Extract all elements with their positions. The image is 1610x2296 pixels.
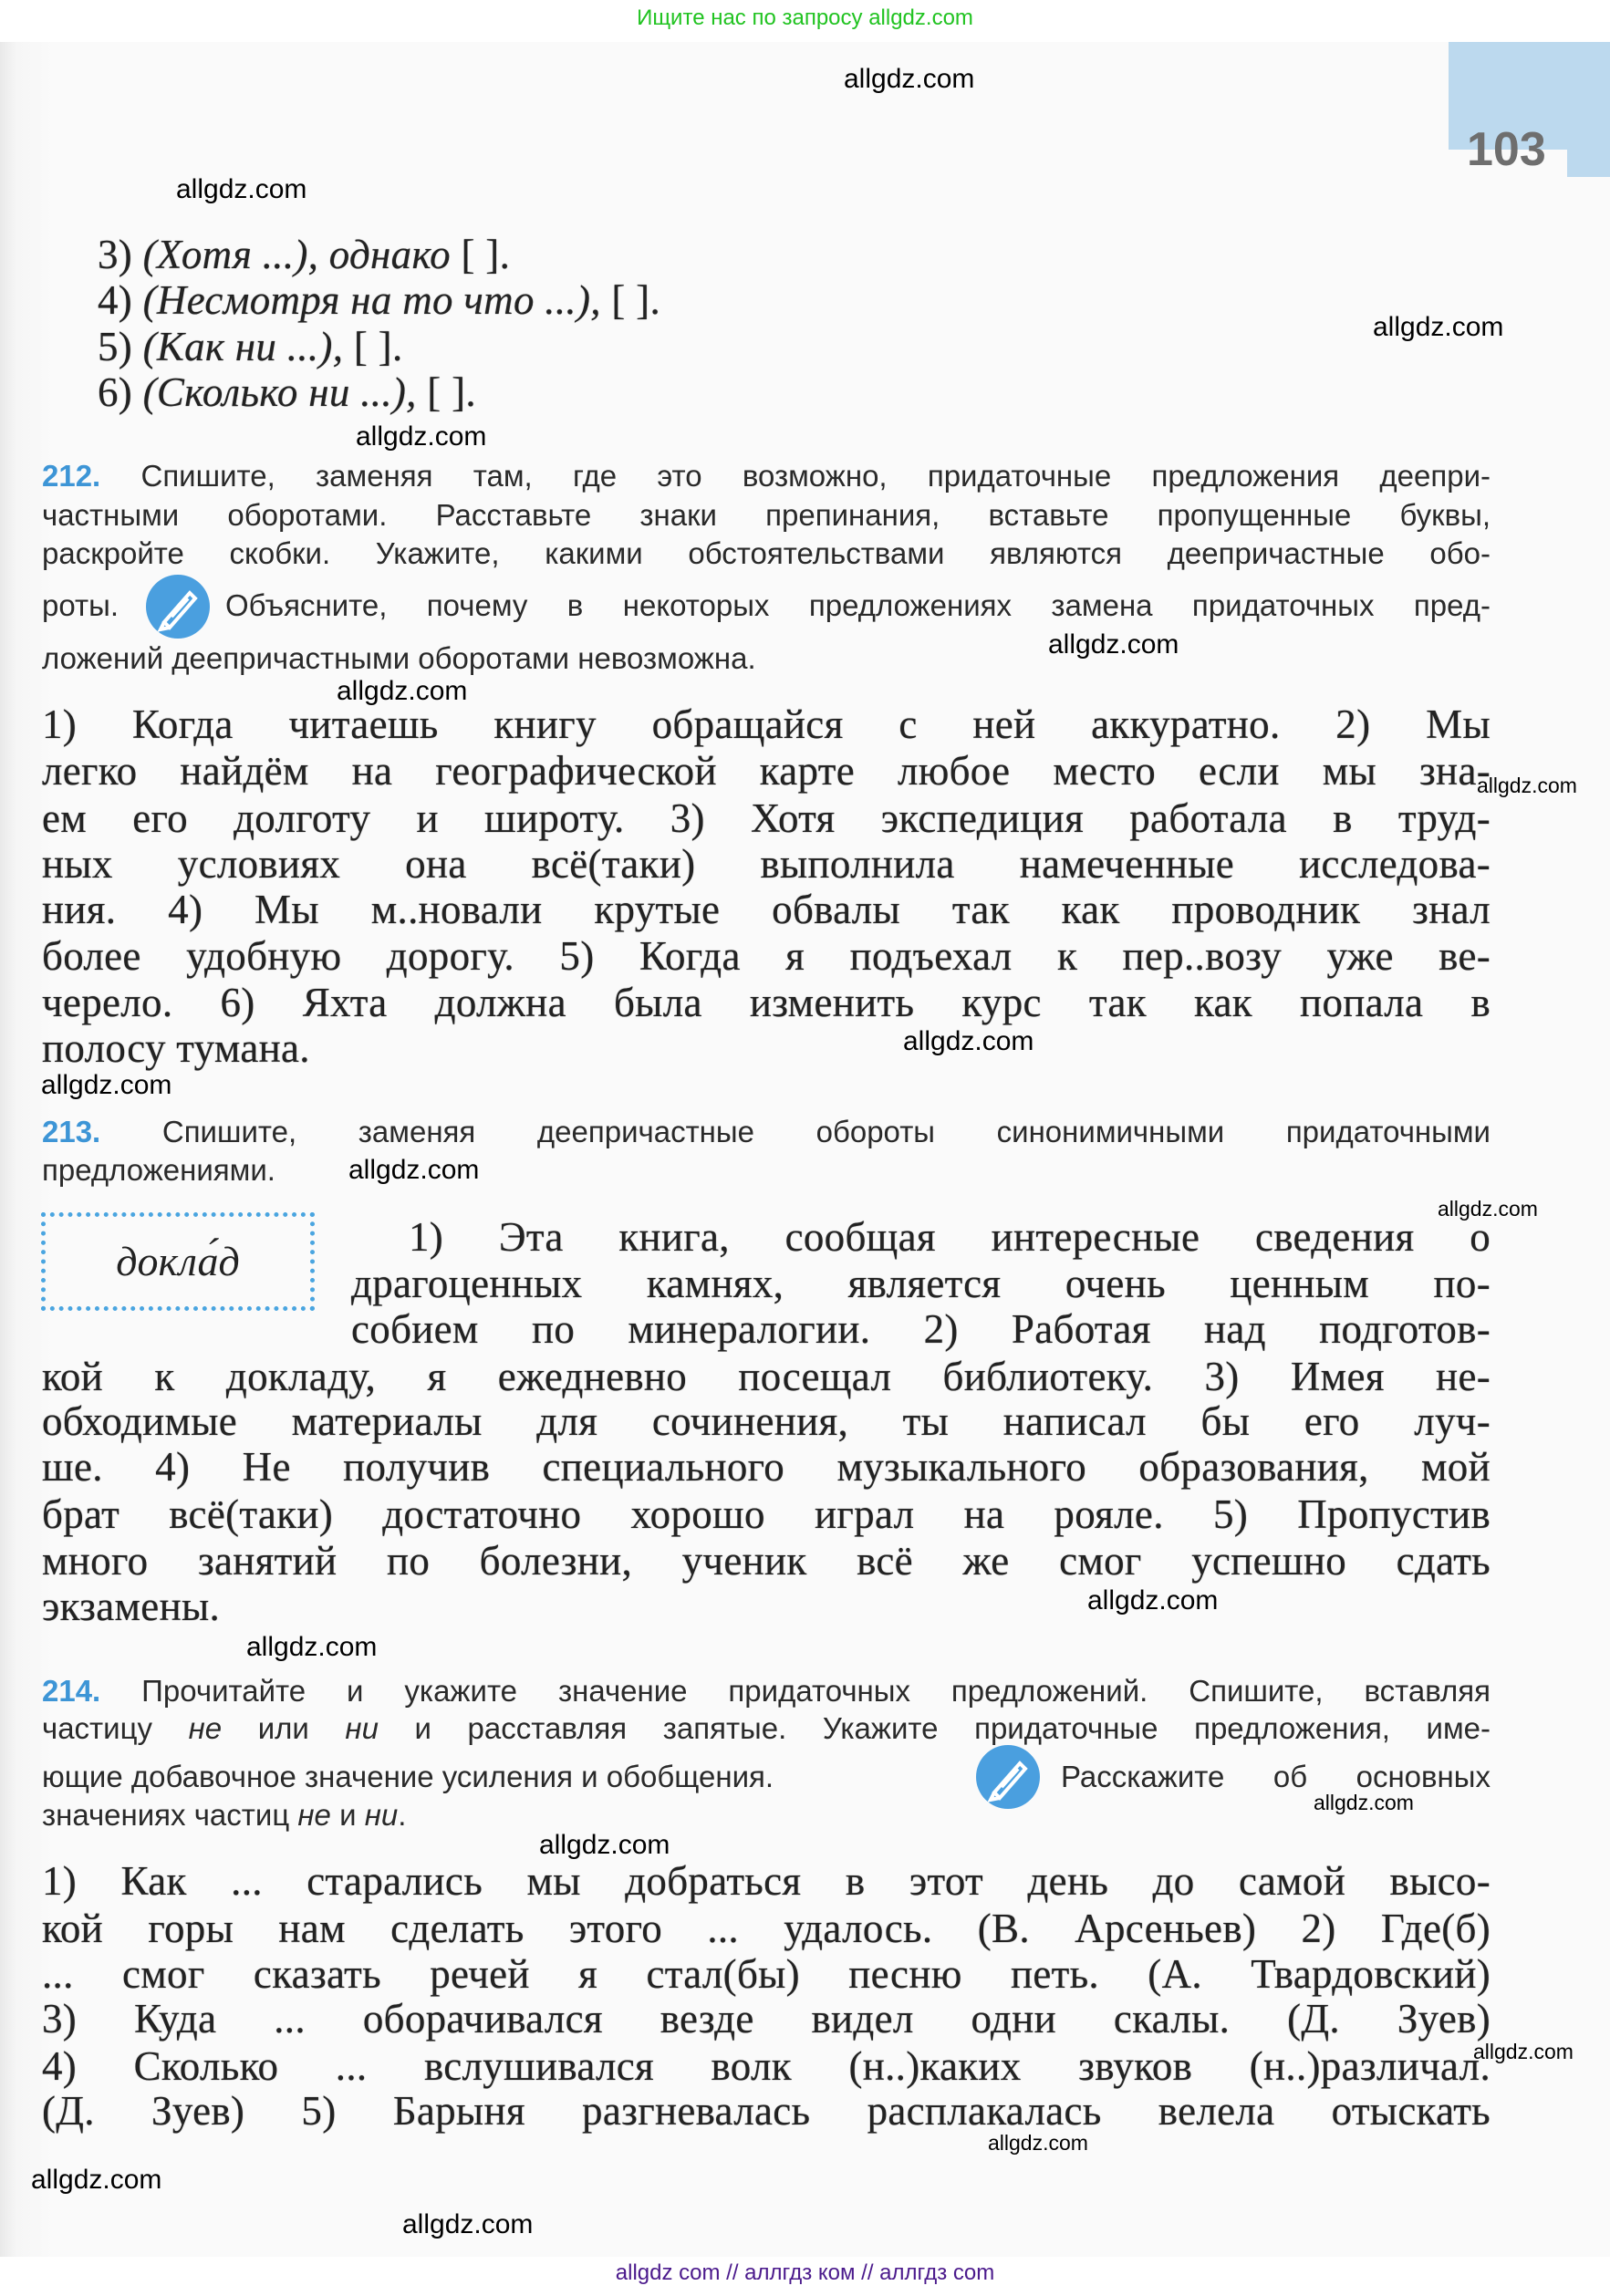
watermark-link[interactable]: allgdz.com xyxy=(988,2131,1088,2155)
watermark-link[interactable]: allgdz.com xyxy=(1048,629,1179,660)
task-line xyxy=(42,1114,1491,1150)
text-segment: и xyxy=(330,1798,365,1832)
page-corner-tab xyxy=(1567,150,1610,177)
exercise-number: 214. xyxy=(42,1674,101,1708)
task-text xyxy=(141,1674,1491,1708)
task-text: Спишите, заменяя деепричастные обороты синонимичными придаточными xyxy=(161,1115,1491,1148)
exercise-text-line: много занятий по болезни, ученик всё же смог успешно сдать xyxy=(42,1538,1491,1584)
text-segment: 4) xyxy=(98,277,143,323)
vocabulary-word: докла́д xyxy=(116,1238,240,1284)
task-line xyxy=(42,1710,1491,1747)
watermark-link[interactable]: allgdz.com xyxy=(1473,2040,1574,2063)
text-segment: 5) xyxy=(98,324,143,369)
task-line: роты. xyxy=(42,588,119,622)
italic-text: (Сколько ни ...), xyxy=(142,369,417,415)
task-line: частными оборотами. Расставьте знаки препинания, вставьте пропущенные буквы, xyxy=(42,498,1491,532)
search-banner[interactable]: Ищите нас по запросу allgdz.com xyxy=(637,5,973,30)
watermark-link[interactable]: allgdz.com xyxy=(31,2165,162,2195)
task-line: ложений деепричастными оборотами невозможна. xyxy=(42,641,756,675)
text-segment: или xyxy=(222,1711,346,1745)
footer-links[interactable]: allgdz com // аллгдз ком // аллгдз com xyxy=(615,2260,995,2285)
watermark-link[interactable]: allgdz.com xyxy=(356,421,487,452)
exercise-number: 212. xyxy=(42,459,101,493)
page-number: 103 xyxy=(1467,123,1546,176)
task-line xyxy=(42,1797,1491,1834)
exercise-text-line: черело. 6) Яхта должна была изменить курс так как попала в xyxy=(42,980,1491,1025)
watermark-link[interactable]: allgdz.com xyxy=(348,1155,480,1185)
italic-text: не xyxy=(188,1711,223,1745)
scheme-line xyxy=(98,323,1546,370)
watermark-link[interactable]: allgdz.com xyxy=(176,174,307,204)
exercise-text-line: 3) Куда ... оборачивался везде видел одни скалы. (Д. Зуев) xyxy=(42,1996,1491,2041)
exercise-text-line: брат всё(таки) достаточно хорошо играл на рояле. 5) Пропустив xyxy=(42,1491,1491,1537)
task-text: Спишите, заменяя там, где это возможно, придаточные предложения деепри- xyxy=(140,459,1491,493)
watermark-link[interactable]: allgdz.com xyxy=(1373,312,1504,342)
exercise-text-line: ных условиях она всё(таки) выполнила намеченные исследова- xyxy=(42,841,1491,887)
watermark-link[interactable]: allgdz.com xyxy=(1438,1197,1538,1221)
exercise-text-line: собием по минералогии. 2) Работая над подготов- xyxy=(351,1306,1491,1352)
exercise-text-line: более удобную дорогу. 5) Когда я подъехал к пер..возу уже ве- xyxy=(42,933,1491,979)
text-segment: [ ]. xyxy=(343,324,403,369)
text-segment: [ ]. xyxy=(600,277,661,323)
watermark-link[interactable]: allgdz.com xyxy=(1087,1585,1219,1616)
text-segment: 6) xyxy=(98,369,143,415)
watermark-link[interactable]: allgdz.com xyxy=(41,1070,172,1100)
text-segment: частицу xyxy=(42,1711,189,1745)
text-segment: . xyxy=(398,1798,407,1832)
scheme-line xyxy=(98,369,1546,416)
pencil-icon xyxy=(146,575,210,639)
exercise-text-line: ния. 4) Мы м..новали крутые обвалы так как проводник знал xyxy=(42,887,1491,932)
exercise-text-line: кой к докладу, я ежедневно посещал библиотеку. 3) Имея не- xyxy=(42,1354,1491,1399)
task-line: предложениями. xyxy=(42,1153,275,1187)
exercise-text-line: 1) Как ... старались мы добраться в этот день до самой высо- xyxy=(42,1858,1491,1904)
task-line: раскройте скобки. Укажите, какими обстоятельствами являются деепричастные обо- xyxy=(42,536,1491,570)
text-segment: Прочитайте и укажите значение придаточных предложений. Спишите, вставляя xyxy=(141,1674,1491,1708)
watermark-link[interactable]: allgdz.com xyxy=(1314,1791,1414,1814)
task-line: Объясните, почему в некоторых предложениях замена придаточных пред- xyxy=(225,588,1491,622)
scheme-line xyxy=(98,276,1546,324)
text-segment: Расскажите об основных xyxy=(1061,1760,1491,1793)
italic-text: не xyxy=(297,1798,331,1832)
watermark-link[interactable]: allgdz.com xyxy=(903,1026,1034,1056)
watermark-link[interactable]: allgdz.com xyxy=(337,676,468,706)
italic-text: (Хотя ...), однако xyxy=(142,232,451,277)
exercise-text-line: обходимые материалы для сочинения, ты написал бы его луч- xyxy=(42,1398,1491,1444)
exercise-text-line: легко найдём на географической карте любое место если мы зна- xyxy=(42,748,1491,794)
exercise-text-line: экзамены. xyxy=(42,1584,221,1629)
italic-text: ни xyxy=(364,1798,399,1832)
text-segment: значениях частиц xyxy=(42,1798,298,1832)
exercise-text-line: кой горы нам сделать этого ... удалось. (В. Арсеньев) 2) Где(б) xyxy=(42,1906,1491,1951)
watermark-link[interactable]: allgdz.com xyxy=(844,64,975,94)
scheme-line xyxy=(98,231,1546,278)
watermark-link[interactable]: allgdz.com xyxy=(246,1632,378,1662)
task-line xyxy=(1061,1759,1491,1795)
text-segment: [ ]. xyxy=(416,369,476,415)
text-segment: 3) xyxy=(98,232,143,277)
exercise-number: 213. xyxy=(42,1115,101,1148)
exercise-text-line: (Д. Зуев) 5) Барыня разгневалась расплакалась велела отыскать xyxy=(42,2088,1491,2134)
text-segment: и расставляя запятые. Укажите придаточные предложения, име- xyxy=(378,1711,1491,1745)
italic-text: (Несмотря на то что ...), xyxy=(142,277,601,323)
exercise-text-line: драгоценных камнях, является очень ценным по- xyxy=(351,1261,1491,1306)
watermark-link[interactable]: allgdz.com xyxy=(402,2209,534,2239)
exercise-text-line: ... смог сказать речей я стал(бы) песню петь. (А. Твардовский) xyxy=(42,1951,1491,1997)
task-line xyxy=(42,458,1491,494)
italic-text: ни xyxy=(345,1711,379,1745)
exercise-text-line: ем его долготу и широту. 3) Хотя экспедиция работала в труд- xyxy=(42,795,1491,841)
exercise-text-line: 4) Сколько ... вслушивался волк (н..)каких звуков (н..)различал. xyxy=(42,2043,1491,2089)
task-line xyxy=(42,1759,972,1795)
vocabulary-box xyxy=(41,1212,315,1311)
text-segment: ющие добавочное значение усиления и обобщения. xyxy=(42,1760,774,1793)
watermark-link[interactable]: allgdz.com xyxy=(1477,774,1577,797)
exercise-text-line: ше. 4) Не получив специального музыкального образования, мой xyxy=(42,1444,1491,1490)
italic-text: (Как ни ...), xyxy=(142,324,344,369)
task-line xyxy=(42,1673,1491,1709)
exercise-text-line: полосу тумана. xyxy=(42,1025,310,1071)
text-segment: [ ]. xyxy=(450,232,511,277)
watermark-link[interactable]: allgdz.com xyxy=(539,1830,670,1860)
exercise-text-line: 1) Эта книга, сообщая интересные сведения о xyxy=(409,1214,1491,1260)
exercise-text-line: 1) Когда читаешь книгу обращайся с ней аккуратно. 2) Мы xyxy=(42,701,1491,747)
